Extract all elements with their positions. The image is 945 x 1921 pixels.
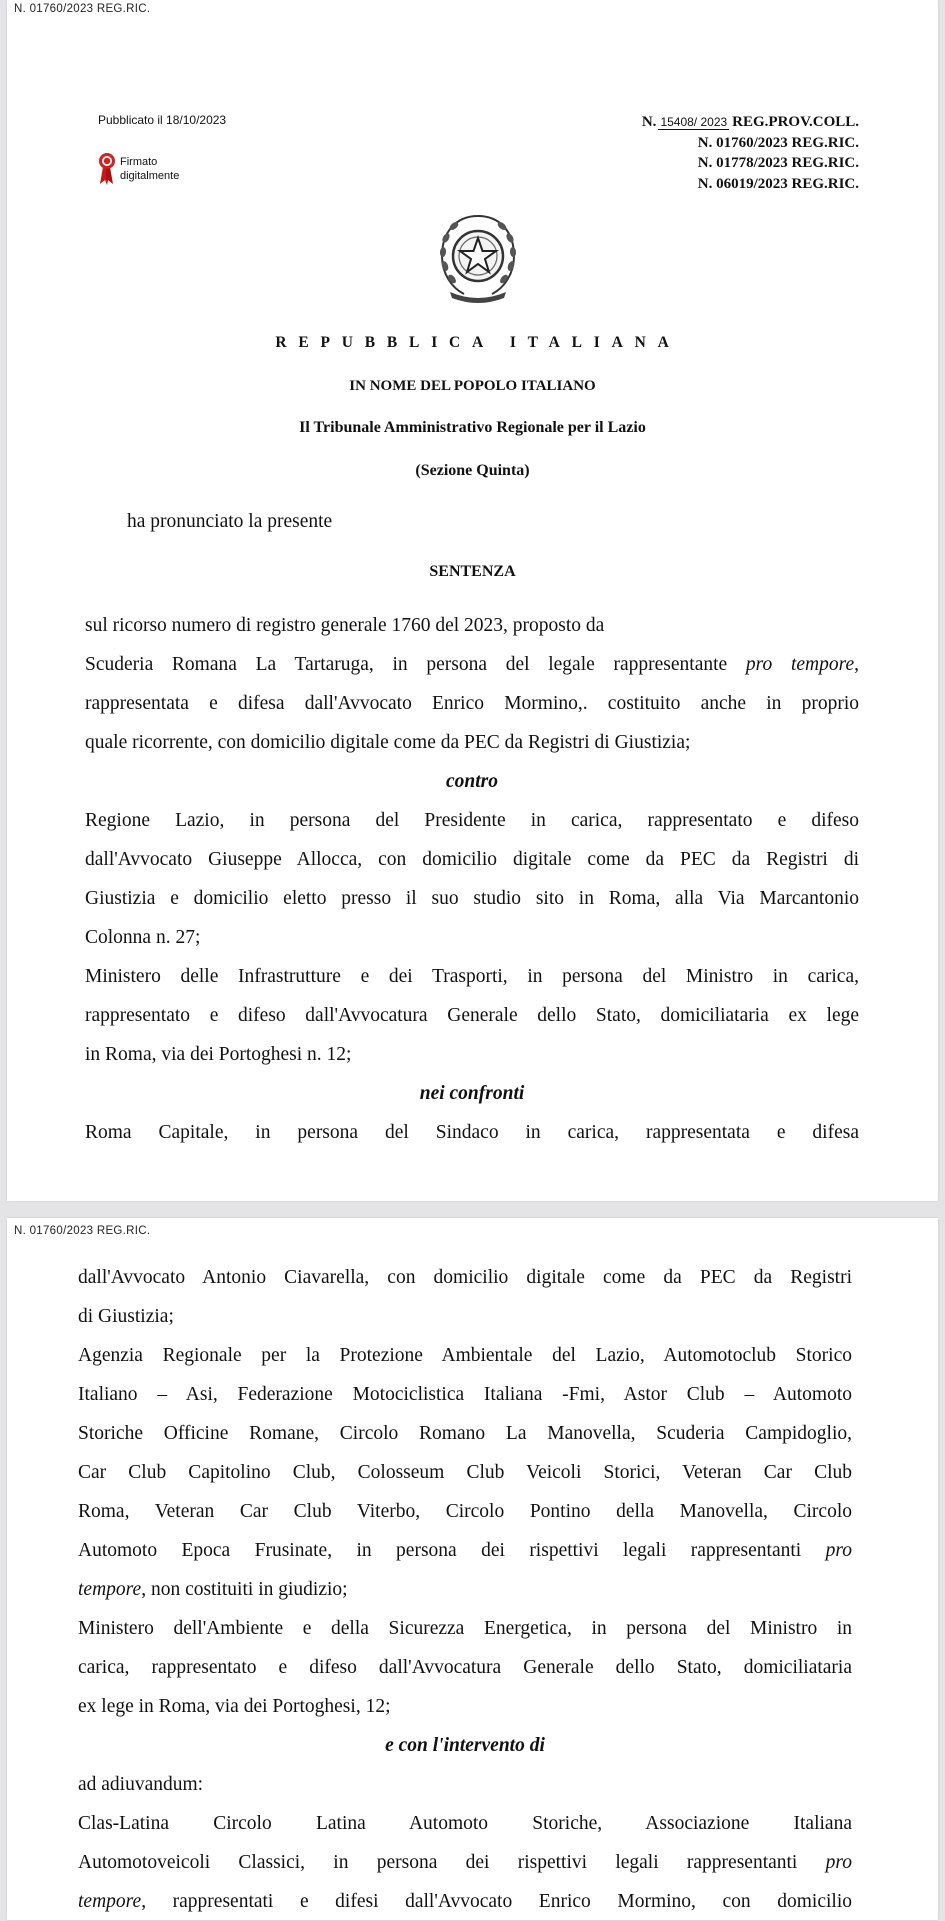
republic-emblem-icon xyxy=(432,208,524,308)
text-line: carica, rappresentato e difeso dall'Avvocatura Generale dello Stato, domiciliataria xyxy=(78,1657,852,1678)
text-line: rappresentato e difeso dall'Avvocatura Generale dello Stato, domiciliataria ex lege xyxy=(85,1005,859,1026)
text-line: tempore, rappresentati e difesi dall'Avvocato Enrico Mormino, con domicilio xyxy=(78,1891,852,1912)
ribbon-seal-icon xyxy=(98,152,116,186)
text-line: Automotoveicoli Classici, in persona dei rispettivi legali rappresentanti pro xyxy=(78,1852,852,1873)
text-line: Agenzia Regionale per la Protezione Ambientale del Lazio, Automotoclub Storico xyxy=(78,1345,852,1366)
section-connector: e con l'intervento di xyxy=(385,1735,545,1756)
text-line: Roma, Veteran Car Club Viterbo, Circolo Pontino della Manovella, Circolo xyxy=(78,1501,852,1522)
section-connector: nei confronti xyxy=(419,1083,525,1104)
text-line: dall'Avvocato Antonio Ciavarella, con domicilio digitale come da PEC da Registri xyxy=(78,1267,852,1288)
text-line: tempore, non costituiti in giudizio; xyxy=(78,1579,348,1600)
section-connector: contro xyxy=(445,771,498,792)
registry-line: N. 06019/2023 REG.RIC. xyxy=(697,175,859,192)
text-line: Regione Lazio, in persona del Presidente in carica, rappresentato e difeso xyxy=(85,810,859,831)
section-heading: (Sezione Quinta) xyxy=(415,462,530,479)
republic-heading: REPUBBLICA ITALIANA xyxy=(275,334,681,351)
text-line: Italiano – Asi, Federazione Motociclistica Italiana -Fmi, Astor Club – Automoto xyxy=(78,1384,852,1405)
text-line: Automoto Epoca Frusinate, in persona dei rispettivi legali rappresentanti pro xyxy=(78,1540,852,1561)
text-line: ad adiuvandum: xyxy=(78,1774,204,1795)
registry-line: N. 01778/2023 REG.RIC. xyxy=(697,155,859,171)
text-line: Storiche Officine Romane, Circolo Romano La Manovella, Scuderia Campidoglio, xyxy=(78,1423,852,1444)
text-line: Car Club Capitolino Club, Colosseum Club Veicoli Storici, Veteran Car Club xyxy=(78,1462,852,1483)
text-line: Roma Capitale, in persona del Sindaco in carica, rappresentata e difesa xyxy=(85,1122,859,1143)
text-line: Giustizia e domicilio eletto presso il suo studio sito in Roma, alla Via Marcantonio xyxy=(85,888,859,909)
published-date: Pubblicato il 18/10/2023 xyxy=(98,113,227,127)
text-line: quale ricorrente, con domicilio digitale come da PEC da Registri di Giustizia; xyxy=(85,732,691,753)
intro-text: ha pronunciato la presente xyxy=(127,511,333,532)
text-line: dall'Avvocato Giuseppe Allocca, con domicilio digitale come da PEC da Registri di xyxy=(85,849,859,870)
text-line: Scuderia Romana La Tartaruga, in persona del legale rappresentante pro tempore, xyxy=(85,654,859,675)
text-line: Colonna n. 27; xyxy=(85,927,201,948)
document-page-1 xyxy=(7,0,938,1201)
registry-line: N. 01760/2023 REG.RIC. xyxy=(697,134,859,151)
page-header: N. 01760/2023 REG.RIC. xyxy=(14,3,151,15)
people-heading: IN NOME DEL POPOLO ITALIANO xyxy=(349,378,596,394)
digital-signature xyxy=(98,152,179,186)
text-line: ex lege in Roma, via dei Portoghesi, 12; xyxy=(78,1696,391,1717)
registry-line-main: N. 15408/ 2023 REG.PROV.COLL. xyxy=(641,114,859,130)
judgment-text xyxy=(85,606,859,1152)
text-line: Ministero dell'Ambiente e della Sicurezza Energetica, in persona del Ministro in xyxy=(78,1618,852,1639)
judgment-text-continued xyxy=(78,1258,852,1921)
text-line: di Giustizia; xyxy=(78,1306,174,1327)
text-line: Clas-Latina Circolo Latina Automoto Storiche, Associazione Italiana xyxy=(78,1813,852,1834)
text-line: Ministero delle Infrastrutture e dei Trasporti, in persona del Ministro in carica, xyxy=(85,966,859,987)
text-line: in Roma, via dei Portoghesi n. 12; xyxy=(85,1044,352,1065)
text-line: rappresentata e difesa dall'Avvocato Enrico Mormino,. costituito anche in proprio xyxy=(85,693,859,714)
court-heading: Il Tribunale Amministrativo Regionale per il Lazio xyxy=(299,419,646,436)
sentence-title: SENTENZA xyxy=(429,563,516,580)
page-header: N. 01760/2023 REG.RIC. xyxy=(14,1225,151,1237)
digital-signature-label: Firmato digitalmente xyxy=(120,156,180,182)
registry-numbers xyxy=(642,112,859,194)
text-line: sul ricorso numero di registro generale 1760 del 2023, proposto da xyxy=(85,615,605,636)
